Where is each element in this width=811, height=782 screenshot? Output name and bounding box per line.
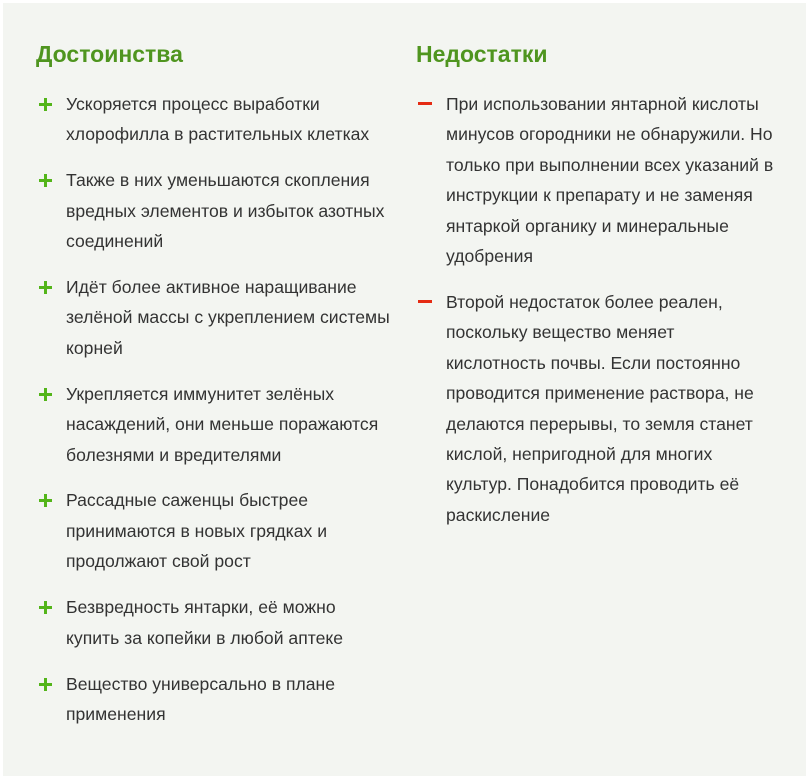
pros-item	[36, 89, 392, 150]
plus-icon	[39, 98, 52, 111]
cons-item	[416, 89, 776, 271]
pros-item-text: Идёт более активное наращивание зелёной массы с укреплением системы корней	[66, 277, 390, 358]
pros-item	[36, 485, 392, 576]
cons-list	[416, 89, 776, 530]
plus-icon	[39, 678, 52, 691]
pros-item-text: Также в них уменьшаются скопления вредных элементов и избыток азотных соединений	[66, 170, 385, 252]
pros-item-text: Ускоряется процесс выработки хлорофилла в растительных клетках	[66, 94, 370, 145]
pros-title: Достоинства	[36, 41, 183, 67]
cons-item	[416, 287, 776, 530]
pros-item	[36, 165, 392, 256]
cons-title: Недостатки	[416, 41, 548, 67]
pros-column	[36, 39, 392, 745]
pros-item-text: Укрепляется иммунитет зелёных насаждений, они меньше поражаются болезнями и вредителями	[66, 383, 379, 465]
pros-item-text: Рассадные саженцы быстрее принимаются в новых грядках и продолжают свой рост	[66, 490, 328, 572]
pros-item	[36, 669, 392, 730]
cons-column	[416, 39, 776, 546]
pros-item	[36, 379, 392, 470]
cons-item-text: Второй недостаток более реален, поскольку вещество меняет кислотность почвы. Если постоянно проводится применение раствора, не делаются перерывы, то земля станет кислой, непригодной для многих культур. Понадобится проводить её раскисление	[446, 291, 754, 525]
cons-item-text: При использовании янтарной кислоты минусов огородники не обнаружили. Но только при выполнении всех указаний в инструкции к препарату и не заменяя янтаркой органику и минеральные удобрения	[446, 94, 774, 267]
pros-cons-card	[3, 3, 806, 776]
plus-icon	[39, 281, 52, 294]
pros-item	[36, 592, 392, 653]
plus-icon	[39, 174, 52, 187]
plus-icon	[39, 388, 52, 401]
pros-list	[36, 89, 392, 729]
plus-icon	[39, 601, 52, 614]
minus-icon	[418, 102, 432, 105]
pros-item-text: Безвредность янтарки, её можно купить за копейки в любой аптеке	[66, 597, 344, 648]
minus-icon	[418, 300, 432, 303]
pros-item	[36, 272, 392, 363]
pros-item-text: Вещество универсально в плане применения	[66, 673, 336, 724]
plus-icon	[39, 494, 52, 507]
